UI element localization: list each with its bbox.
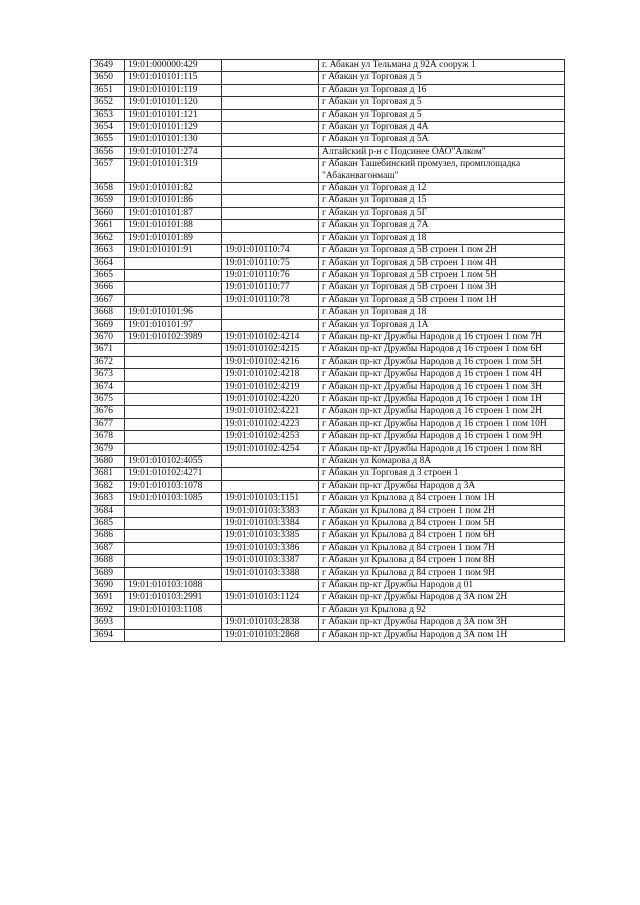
row-number-cell: 3692: [91, 604, 125, 616]
related-cadastral-number-cell: [222, 60, 319, 72]
cadastral-number-cell: [125, 393, 222, 405]
table-row: [91, 319, 565, 331]
table-row: [91, 146, 565, 158]
registry-table: [90, 59, 565, 642]
cadastral-number-cell: 19:01:010101:129: [125, 122, 222, 134]
row-number-cell: 3678: [91, 431, 125, 443]
table-row: [91, 207, 565, 219]
cadastral-number-cell: [125, 418, 222, 430]
table-row: [91, 580, 565, 592]
related-cadastral-number-cell: 19:01:010102:4221: [222, 406, 319, 418]
cadastral-number-cell: 19:01:010102:3989: [125, 331, 222, 343]
cadastral-number-cell: 19:01:010101:89: [125, 232, 222, 244]
cadastral-number-cell: 19:01:010101:91: [125, 245, 222, 257]
table-row: [91, 480, 565, 492]
address-cell: г Абакан ул Торговая д 5В строен 1 пом 1Н: [319, 294, 565, 306]
row-number-cell: 3674: [91, 381, 125, 393]
related-cadastral-number-cell: [222, 207, 319, 219]
table-row: [91, 505, 565, 517]
related-cadastral-number-cell: 19:01:010103:3387: [222, 555, 319, 567]
row-number-cell: 3662: [91, 232, 125, 244]
row-number-cell: 3653: [91, 109, 125, 121]
related-cadastral-number-cell: [222, 307, 319, 319]
table-row: [91, 518, 565, 530]
table-row: [91, 443, 565, 455]
cadastral-number-cell: [125, 369, 222, 381]
row-number-cell: 3656: [91, 146, 125, 158]
address-cell: г Абакан пр-кт Дружбы Народов д 3А пом 2Н: [319, 592, 565, 604]
address-cell: г Абакан ул Торговая д 3 строен 1: [319, 468, 565, 480]
row-number-cell: 3685: [91, 518, 125, 530]
table-row: [91, 356, 565, 368]
address-cell: г Абакан ул Торговая д 4А: [319, 122, 565, 134]
related-cadastral-number-cell: 19:01:010102:4216: [222, 356, 319, 368]
cadastral-number-cell: 19:01:010101:115: [125, 72, 222, 84]
address-cell: г Абакан ул Комарова д 8А: [319, 456, 565, 468]
cadastral-number-cell: 19:01:010102:4271: [125, 468, 222, 480]
row-number-cell: 3683: [91, 493, 125, 505]
table-row: [91, 629, 565, 641]
cadastral-number-cell: [125, 431, 222, 443]
address-cell: г Абакан ул Торговая д 7А: [319, 220, 565, 232]
address-cell: г Абакан ул Торговая д 5: [319, 72, 565, 84]
address-cell: г Абакан пр-кт Дружбы Народов д 16 строен 1 пом 3Н: [319, 381, 565, 393]
address-cell: г Абакан ул Торговая д 5В строен 1 пом 5Н: [319, 269, 565, 281]
cadastral-number-cell: 19:01:010103:1108: [125, 604, 222, 616]
related-cadastral-number-cell: [222, 134, 319, 146]
table-row: [91, 456, 565, 468]
table-row: [91, 493, 565, 505]
address-cell: г Абакан ул Торговая д 1А: [319, 319, 565, 331]
cadastral-number-cell: 19:01:010103:1078: [125, 480, 222, 492]
cadastral-number-cell: 19:01:010101:96: [125, 307, 222, 319]
table-row: [91, 604, 565, 616]
row-number-cell: 3657: [91, 159, 125, 183]
table-row: [91, 269, 565, 281]
table-row: [91, 195, 565, 207]
table-row: [91, 307, 565, 319]
table-row: [91, 555, 565, 567]
row-number-cell: 3680: [91, 456, 125, 468]
row-number-cell: 3649: [91, 60, 125, 72]
cadastral-number-cell: [125, 294, 222, 306]
address-cell: г Абакан пр-кт Дружбы Народов д 16 строен 1 пом 5Н: [319, 356, 565, 368]
cadastral-number-cell: [125, 269, 222, 281]
cadastral-number-cell: [125, 617, 222, 629]
table-row: [91, 220, 565, 232]
cadastral-number-cell: 19:01:010102:4055: [125, 456, 222, 468]
related-cadastral-number-cell: [222, 456, 319, 468]
cadastral-number-cell: 19:01:010101:121: [125, 109, 222, 121]
table-row: [91, 431, 565, 443]
related-cadastral-number-cell: [222, 97, 319, 109]
address-cell: г Абакан ул Торговая д 18: [319, 307, 565, 319]
table-row: [91, 567, 565, 579]
cadastral-number-cell: 19:01:010101:87: [125, 207, 222, 219]
table-row: [91, 257, 565, 269]
address-cell: г Абакан ул Крылова д 92: [319, 604, 565, 616]
cadastral-number-cell: 19:01:010101:82: [125, 183, 222, 195]
address-cell: г Абакан ул Крылова д 84 строен 1 пом 1Н: [319, 493, 565, 505]
address-cell: г Абакан ул Торговая д 18: [319, 232, 565, 244]
related-cadastral-number-cell: 19:01:010102:4220: [222, 393, 319, 405]
row-number-cell: 3658: [91, 183, 125, 195]
row-number-cell: 3659: [91, 195, 125, 207]
table-row: [91, 530, 565, 542]
row-number-cell: 3688: [91, 555, 125, 567]
table-row: [91, 183, 565, 195]
cadastral-number-cell: [125, 282, 222, 294]
cadastral-number-cell: [125, 443, 222, 455]
address-cell: г Абакан пр-кт Дружбы Народов д 16 строен 1 пом 7Н: [319, 331, 565, 343]
table-row: [91, 344, 565, 356]
row-number-cell: 3660: [91, 207, 125, 219]
related-cadastral-number-cell: 19:01:010103:3388: [222, 567, 319, 579]
table-row: [91, 97, 565, 109]
row-number-cell: 3681: [91, 468, 125, 480]
address-cell: г Абакан пр-кт Дружбы Народов д 16 строен 1 пом 4Н: [319, 369, 565, 381]
cadastral-number-cell: [125, 518, 222, 530]
address-cell: г Абакан ул Крылова д 84 строен 1 пом 2Н: [319, 505, 565, 517]
cadastral-number-cell: 19:01:010101:130: [125, 134, 222, 146]
related-cadastral-number-cell: [222, 122, 319, 134]
row-number-cell: 3672: [91, 356, 125, 368]
table-row: [91, 134, 565, 146]
address-cell: Алтайский р-н с Подсинее ОАО"Алком": [319, 146, 565, 158]
cadastral-number-cell: [125, 356, 222, 368]
row-number-cell: 3664: [91, 257, 125, 269]
row-number-cell: 3654: [91, 122, 125, 134]
related-cadastral-number-cell: 19:01:010103:3383: [222, 505, 319, 517]
related-cadastral-number-cell: 19:01:010103:3384: [222, 518, 319, 530]
row-number-cell: 3661: [91, 220, 125, 232]
cadastral-number-cell: 19:01:010101:274: [125, 146, 222, 158]
related-cadastral-number-cell: [222, 480, 319, 492]
related-cadastral-number-cell: [222, 159, 319, 183]
cadastral-number-cell: 19:01:010103:1088: [125, 580, 222, 592]
related-cadastral-number-cell: 19:01:010110:76: [222, 269, 319, 281]
cadastral-number-cell: 19:01:010103:2991: [125, 592, 222, 604]
address-cell: г Абакан ул Торговая д 12: [319, 183, 565, 195]
address-cell: г Абакан ул Торговая д 5В строен 1 пом 2Н: [319, 245, 565, 257]
address-cell: г Абакан ул Крылова д 84 строен 1 пом 5Н: [319, 518, 565, 530]
address-cell: г Абакан ул Торговая д 5: [319, 97, 565, 109]
address-cell: г Абакан пр-кт Дружбы Народов д 01: [319, 580, 565, 592]
related-cadastral-number-cell: 19:01:010102:4214: [222, 331, 319, 343]
related-cadastral-number-cell: [222, 604, 319, 616]
row-number-cell: 3693: [91, 617, 125, 629]
address-cell: г Абакан пр-кт Дружбы Народов д 16 строен 1 пом 8Н: [319, 443, 565, 455]
cadastral-number-cell: 19:01:010101:319: [125, 159, 222, 183]
cadastral-number-cell: 19:01:010101:86: [125, 195, 222, 207]
row-number-cell: 3694: [91, 629, 125, 641]
cadastral-number-cell: [125, 505, 222, 517]
cadastral-number-cell: [125, 542, 222, 554]
address-cell: г Абакан ул Торговая д 5Г: [319, 207, 565, 219]
related-cadastral-number-cell: [222, 232, 319, 244]
row-number-cell: 3684: [91, 505, 125, 517]
related-cadastral-number-cell: [222, 580, 319, 592]
row-number-cell: 3690: [91, 580, 125, 592]
related-cadastral-number-cell: [222, 319, 319, 331]
address-cell: г Абакан ул Торговая д 5В строен 1 пом 3Н: [319, 282, 565, 294]
table-row: [91, 282, 565, 294]
table-row: [91, 617, 565, 629]
related-cadastral-number-cell: 19:01:010103:3385: [222, 530, 319, 542]
related-cadastral-number-cell: 19:01:010102:4253: [222, 431, 319, 443]
row-number-cell: 3679: [91, 443, 125, 455]
related-cadastral-number-cell: 19:01:010103:2868: [222, 629, 319, 641]
row-number-cell: 3666: [91, 282, 125, 294]
address-cell: г Абакан пр-кт Дружбы Народов д 16 строен 1 пом 9Н: [319, 431, 565, 443]
related-cadastral-number-cell: [222, 183, 319, 195]
cadastral-number-cell: [125, 555, 222, 567]
related-cadastral-number-cell: [222, 84, 319, 96]
row-number-cell: 3668: [91, 307, 125, 319]
row-number-cell: 3687: [91, 542, 125, 554]
row-number-cell: 3652: [91, 97, 125, 109]
cadastral-number-cell: [125, 530, 222, 542]
row-number-cell: 3677: [91, 418, 125, 430]
table-row: [91, 393, 565, 405]
address-cell: г Абакан ул Крылова д 84 строен 1 пом 6Н: [319, 530, 565, 542]
row-number-cell: 3669: [91, 319, 125, 331]
address-cell: г Абакан ул Крылова д 84 строен 1 пом 8Н: [319, 555, 565, 567]
row-number-cell: 3682: [91, 480, 125, 492]
related-cadastral-number-cell: 19:01:010102:4223: [222, 418, 319, 430]
address-cell: г Абакан пр-кт Дружбы Народов д 3А пом 1Н: [319, 629, 565, 641]
row-number-cell: 3651: [91, 84, 125, 96]
address-cell: г Абакан пр-кт Дружбы Народов д 16 строен 1 пом 6Н: [319, 344, 565, 356]
cadastral-number-cell: 19:01:010101:120: [125, 97, 222, 109]
cadastral-number-cell: [125, 344, 222, 356]
address-cell: г Абакан пр-кт Дружбы Народов д 16 строен 1 пом 2Н: [319, 406, 565, 418]
row-number-cell: 3663: [91, 245, 125, 257]
cadastral-number-cell: 19:01:010101:88: [125, 220, 222, 232]
cadastral-number-cell: [125, 406, 222, 418]
related-cadastral-number-cell: 19:01:010103:2838: [222, 617, 319, 629]
row-number-cell: 3650: [91, 72, 125, 84]
cadastral-number-cell: [125, 567, 222, 579]
related-cadastral-number-cell: 19:01:010103:1124: [222, 592, 319, 604]
row-number-cell: 3670: [91, 331, 125, 343]
address-cell: г Абакан Ташебинский промузел, промплощадка "Абаканвагонмаш": [319, 159, 565, 183]
related-cadastral-number-cell: 19:01:010102:4219: [222, 381, 319, 393]
related-cadastral-number-cell: 19:01:010102:4254: [222, 443, 319, 455]
address-cell: г Абакан ул Торговая д 5: [319, 109, 565, 121]
table-row: [91, 232, 565, 244]
table-row: [91, 84, 565, 96]
table-row: [91, 122, 565, 134]
cadastral-number-cell: [125, 381, 222, 393]
row-number-cell: 3673: [91, 369, 125, 381]
table-row: [91, 381, 565, 393]
table-row: [91, 369, 565, 381]
table-row: [91, 245, 565, 257]
related-cadastral-number-cell: [222, 220, 319, 232]
table-row: [91, 331, 565, 343]
related-cadastral-number-cell: 19:01:010110:77: [222, 282, 319, 294]
cadastral-number-cell: 19:01:010101:119: [125, 84, 222, 96]
table-row: [91, 418, 565, 430]
address-cell: г Абакан пр-кт Дружбы Народов д 16 строен 1 пом 10Н: [319, 418, 565, 430]
related-cadastral-number-cell: 19:01:010102:4218: [222, 369, 319, 381]
table-row: [91, 159, 565, 183]
row-number-cell: 3689: [91, 567, 125, 579]
related-cadastral-number-cell: [222, 72, 319, 84]
row-number-cell: 3675: [91, 393, 125, 405]
row-number-cell: 3676: [91, 406, 125, 418]
table-row: [91, 72, 565, 84]
cadastral-number-cell: [125, 257, 222, 269]
row-number-cell: 3665: [91, 269, 125, 281]
related-cadastral-number-cell: 19:01:010103:3386: [222, 542, 319, 554]
row-number-cell: 3686: [91, 530, 125, 542]
address-cell: г Абакан пр-кт Дружбы Народов д 3А: [319, 480, 565, 492]
row-number-cell: 3667: [91, 294, 125, 306]
cadastral-number-cell: 19:01:010103:1085: [125, 493, 222, 505]
related-cadastral-number-cell: [222, 146, 319, 158]
registry-table-body: [91, 60, 565, 642]
table-row: [91, 468, 565, 480]
table-row: [91, 60, 565, 72]
address-cell: г Абакан ул Крылова д 84 строен 1 пом 7Н: [319, 542, 565, 554]
table-row: [91, 592, 565, 604]
cadastral-number-cell: 19:01:000000:429: [125, 60, 222, 72]
address-cell: г Абакан ул Торговая д 5В строен 1 пом 4Н: [319, 257, 565, 269]
related-cadastral-number-cell: 19:01:010103:1151: [222, 493, 319, 505]
row-number-cell: 3655: [91, 134, 125, 146]
address-cell: г Абакан пр-кт Дружбы Народов д 16 строен 1 пом 1Н: [319, 393, 565, 405]
cadastral-number-cell: 19:01:010101:97: [125, 319, 222, 331]
table-row: [91, 109, 565, 121]
address-cell: г Абакан ул Торговая д 16: [319, 84, 565, 96]
row-number-cell: 3691: [91, 592, 125, 604]
related-cadastral-number-cell: 19:01:010110:75: [222, 257, 319, 269]
related-cadastral-number-cell: 19:01:010110:78: [222, 294, 319, 306]
address-cell: г. Абакан ул Тельмана д 92А сооруж 1: [319, 60, 565, 72]
table-row: [91, 406, 565, 418]
related-cadastral-number-cell: [222, 468, 319, 480]
address-cell: г Абакан ул Торговая д 15: [319, 195, 565, 207]
related-cadastral-number-cell: [222, 195, 319, 207]
row-number-cell: 3671: [91, 344, 125, 356]
cadastral-number-cell: [125, 629, 222, 641]
related-cadastral-number-cell: 19:01:010102:4215: [222, 344, 319, 356]
related-cadastral-number-cell: [222, 109, 319, 121]
address-cell: г Абакан пр-кт Дружбы Народов д 3А пом 3Н: [319, 617, 565, 629]
address-cell: г Абакан ул Торговая д 5А: [319, 134, 565, 146]
address-cell: г Абакан ул Крылова д 84 строен 1 пом 9Н: [319, 567, 565, 579]
table-row: [91, 542, 565, 554]
related-cadastral-number-cell: 19:01:010110:74: [222, 245, 319, 257]
table-row: [91, 294, 565, 306]
